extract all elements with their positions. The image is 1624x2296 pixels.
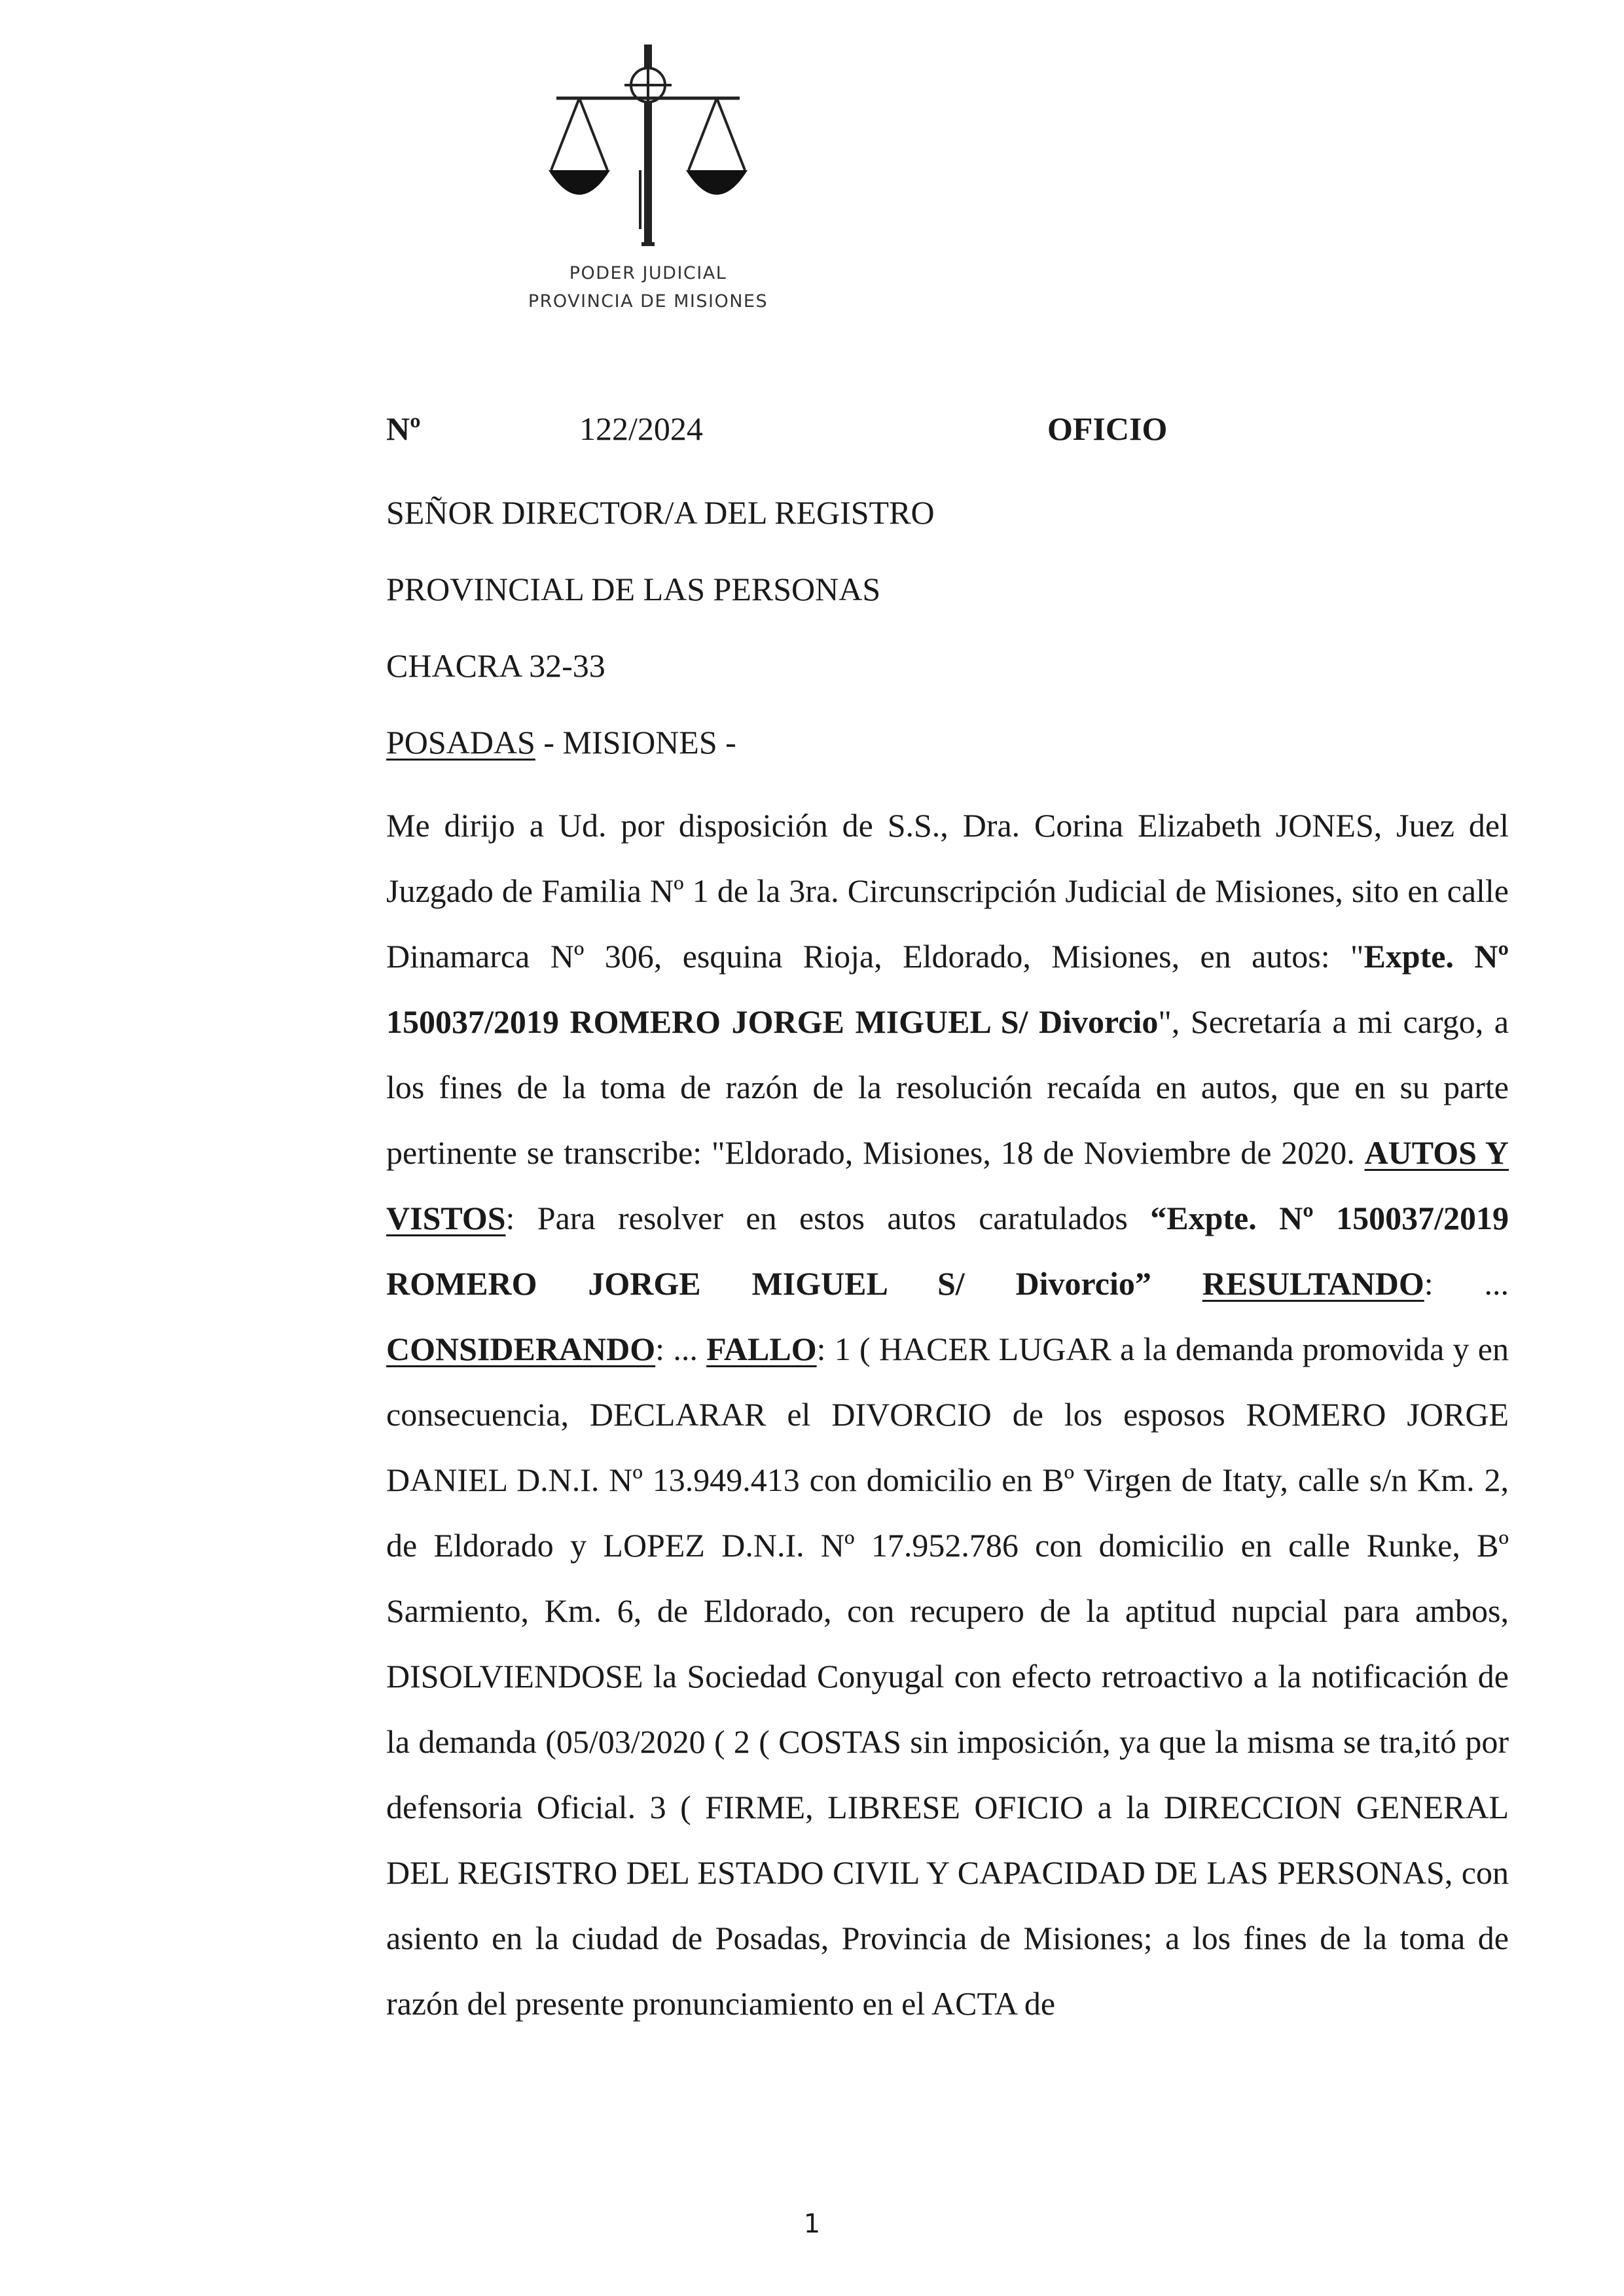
autos-y-vistos-heading: AUTOS Y VISTOS [386, 1134, 1509, 1236]
logo-line-1: PODER JUDICIAL [569, 263, 727, 283]
oficio-header [386, 396, 1509, 461]
city: POSADAS [386, 724, 535, 761]
addressee-line-1: SEÑOR DIRECTOR/A DEL REGISTRO [386, 494, 935, 531]
considerando-heading: CONSIDERANDO [386, 1331, 656, 1367]
text-run: ", Secretaría a mi cargo, a los fines de la toma de razón de la resolución recaída en autos, que en su parte pertinente se transcribe: "Eldorado, Misiones, 18 de Noviembre de 2020. [386, 1003, 1509, 1171]
text-run: : 1 ( HACER LUGAR a la demanda promovida y en consecuencia, DECLARAR el DIVORCIO de los esposos ROMERO JORGE DANIEL D.N.I. Nº 13.949.413 con domicilio en Bº Virgen de Itaty, calle s/n Km. 2, de Eldorado y LOPEZ D.N.I. Nº 17.952.786 con domicilio en calle Runke, Bº Sarmiento, Km. 6, de Eldorado, con recupero de la aptitud nupcial para ambos, DISOLVIENDOSE la Sociedad Conyugal con efecto retroactivo a la notificación de la demanda (05/03/2020 ( 2 ( COSTAS sin imposición, ya que la misma se tra,itó por defensoria Oficial. 3 ( FIRME, LIBRESE OFICIO a la DIRECCION GENERAL DEL REGISTRO DEL ESTADO CIVIL Y CAPACIDAD DE LAS PERSONAS, con asiento en la ciudad de Posadas, Provincia de Misiones; a los fines de la toma de razón del presente pronunciamiento en el ACTA de [386, 1331, 1509, 2022]
text-run: : ... [1424, 1265, 1509, 1302]
page-number: 1 [803, 2209, 821, 2239]
text-run: : Para resolver en estos autos caratulados [505, 1200, 1151, 1236]
province: - MISIONES - [535, 724, 736, 761]
oficio-paragraph [386, 793, 1509, 2036]
document-body [386, 396, 1509, 2036]
addressee-line-2: PROVINCIAL DE LAS PERSONAS [386, 571, 881, 607]
scales-of-justice-icon [543, 39, 753, 255]
document-type: OFICIO [1047, 410, 1168, 447]
poder-judicial-logo [497, 39, 799, 312]
logo-line-2: PROVINCIA DE MISIONES [528, 291, 768, 312]
text-run: : ... [655, 1331, 707, 1367]
resultando-heading: RESULTANDO [1202, 1265, 1424, 1302]
case-reference-quoted: “Expte. Nº 150037/2019 ROMERO JORGE MIGUEL S/ Divorcio” [386, 1200, 1509, 1302]
addressee-city-line [386, 704, 1509, 781]
fallo-heading: FALLO [706, 1331, 817, 1367]
addressee-line-3: CHACRA 32-33 [386, 647, 605, 684]
addressee-block [386, 475, 1509, 781]
number-label: Nº [386, 410, 421, 447]
text-run: Me dirijo a Ud. por disposición de S.S., Dra. Corina Elizabeth JONES, Juez del Juzgado de Familia Nº 1 de la 3ra. Circunscripción Judicial de Misiones, sito en calle Dinamarca Nº 306, esquina Rioja, Eldorado, Misiones, en autos: " [386, 807, 1509, 975]
case-reference: Expte. Nº 150037/2019 ROMERO JORGE MIGUEL S/ Divorcio [386, 938, 1509, 1040]
oficio-number: 122/2024 [579, 410, 703, 447]
text-run [1151, 1265, 1202, 1302]
